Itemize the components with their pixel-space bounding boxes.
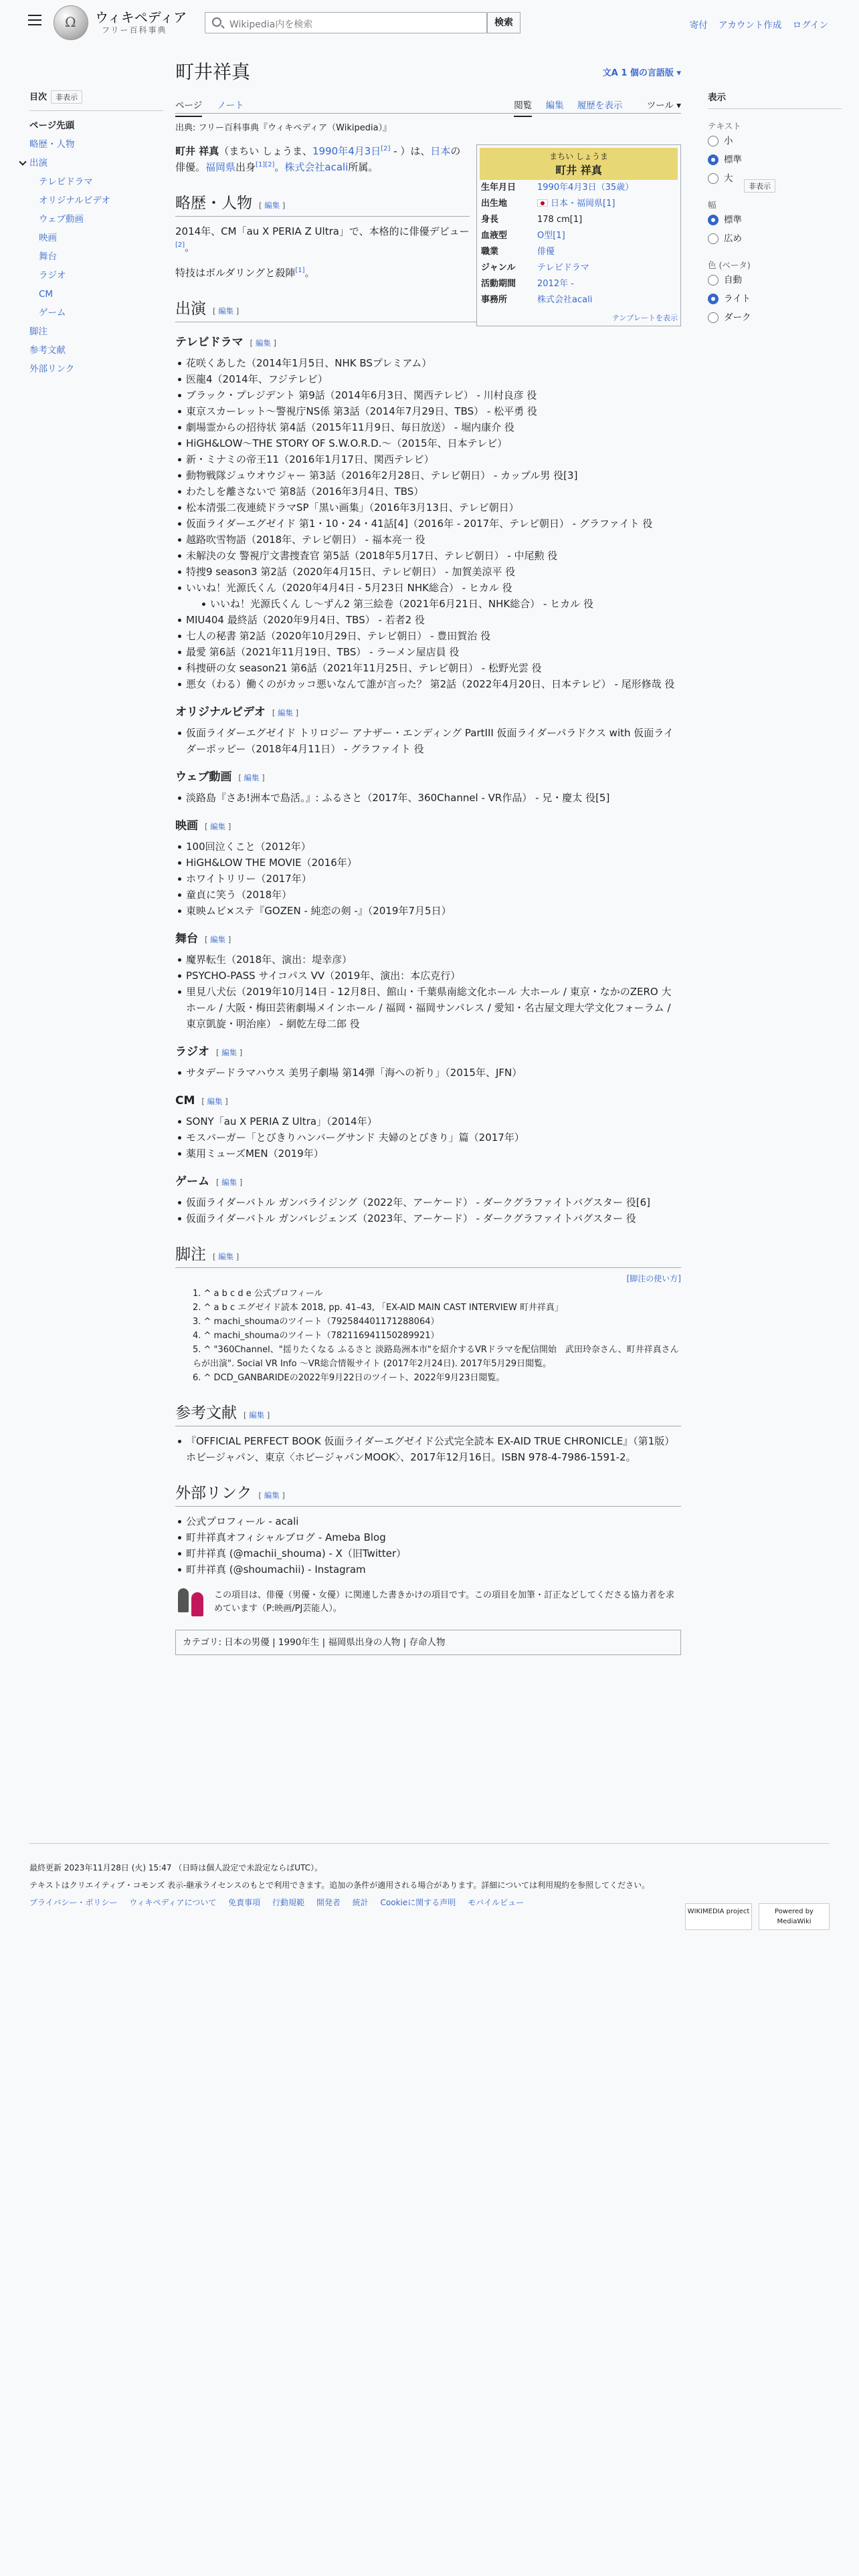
intro-name: 町井 祥真: [175, 145, 219, 157]
appearance-title: 表示: [708, 92, 726, 103]
web-list: [175, 790, 681, 806]
toc-item-notes[interactable]: 脚注: [29, 326, 47, 337]
ref-link[interactable]: [1]: [295, 267, 305, 274]
list-subitem[interactable]: いいね！光源氏くん し〜ずん2 第三絵巻（2021年6月21日、NHK総合） - ヒカル 役: [199, 596, 681, 612]
infobox-value[interactable]: O型[1]: [537, 231, 565, 241]
heading-text: ゲーム: [175, 1175, 209, 1188]
section-heading-refs: [175, 1405, 681, 1426]
infobox-value[interactable]: テレビドラマ: [537, 263, 589, 273]
edit-section-link[interactable]: [ 編集 ]: [250, 338, 276, 348]
list-item[interactable]: 町井祥真 (@shoumachii) - Instagram: [175, 1562, 681, 1578]
edit-label: 編集: [249, 1410, 265, 1420]
list-item[interactable]: 仮面ライダーバトル ガンバレジェンズ（2023年、アーケード） - ダークグラファイトバグスター 役: [175, 1210, 681, 1226]
toc-item-refs[interactable]: 参考文献: [29, 345, 66, 356]
agency-link[interactable]: 株式会社acali: [284, 161, 349, 173]
toc-item-tvdrama[interactable]: テレビドラマ: [39, 177, 93, 187]
infobox-value[interactable]: 俳優: [537, 247, 555, 257]
heading-text: ウェブ動画: [175, 770, 232, 784]
tools-label: ツール: [646, 100, 674, 111]
list-item[interactable]: 新・ミナミの帝王11（2016年1月17日、関西テレビ）: [175, 451, 681, 467]
intro-text: - ）は、: [390, 145, 431, 157]
footnote[interactable]: 4. ^ machi_shoumaのツイート（782116941150289921）: [193, 1331, 440, 1341]
radio-label: 大: [724, 173, 733, 184]
infobox-row: [480, 212, 678, 228]
footer-link[interactable]: モバイルビュー: [468, 1898, 524, 1907]
infobox-row: [480, 260, 678, 276]
toc-item-movie[interactable]: 映画: [39, 233, 57, 243]
radio-checked-icon: [708, 154, 719, 165]
heading-text: 出演: [175, 300, 206, 318]
ref-link[interactable]: [1][2]: [256, 161, 275, 169]
edit-section-link[interactable]: [ 編集 ]: [216, 1178, 243, 1187]
subsection-heading-tvdrama: [175, 334, 681, 351]
personal-tools: [682, 17, 828, 31]
radio-checked-icon: [708, 294, 719, 304]
list-item[interactable]: わたしを離さないで 第8話（2016年3月4日、TBS）: [175, 484, 681, 500]
list-item[interactable]: 町井祥真オフィシャルブログ - Ameba Blog: [175, 1529, 681, 1545]
edit-label: 編集: [210, 935, 226, 944]
footer-link[interactable]: Cookieに関する声明: [380, 1898, 456, 1907]
tab-history[interactable]: 履歴を表示: [577, 100, 623, 111]
infobox-value[interactable]: 1990年4月3日（35歳）: [537, 183, 634, 193]
list-item[interactable]: 里見八犬伝（2019年10月14日 - 12月8日、館山・千葉県南総文化ホール 大ホール / 東京・なかのZERO 大ホール / 大阪・梅田芸術劇場メインホール / 福岡・福岡サンパレス / 愛知・名古屋文理大学文化フォーラム / 東京凱旋・明治座） - 網乾左母二郎 役: [175, 984, 681, 1032]
heading-text: テレビドラマ: [175, 336, 244, 349]
license-text: テキストはクリエイティブ・コモンズ 表示-継承ライセンスのもとで利用できます。追加の条件が適用される場合があります。詳細については利用規約を参照してください。: [29, 1881, 650, 1890]
edit-section-link[interactable]: [ 編集 ]: [205, 822, 231, 831]
footnote[interactable]: 2. ^ a b c エグゼイド読本 2018, pp. 41–43, 「EX-AID MAIN CAST INTERVIEW 町井祥真」: [193, 1303, 563, 1313]
radio-circle-icon: [708, 136, 719, 146]
radio-text-standard[interactable]: [708, 150, 842, 169]
infobox-header: [480, 148, 678, 180]
infobox: [476, 144, 681, 326]
intro-text: 所属。: [348, 161, 379, 173]
radio-color-dark[interactable]: [708, 308, 842, 327]
list-item[interactable]: PSYCHO-PASS サイコパス VV（2019年、演出：本広克行）: [175, 968, 681, 984]
heading-text: 参考文献: [175, 1404, 237, 1422]
actor-stub-icon: [175, 1586, 209, 1619]
toc-item-top[interactable]: ページ先頭: [29, 120, 75, 131]
search-input[interactable]: [205, 12, 487, 33]
infobox-row: [480, 292, 678, 308]
radio-width-standard[interactable]: [708, 211, 842, 229]
list-item[interactable]: [175, 580, 681, 612]
footer-link[interactable]: プライバシー・ポリシー: [29, 1898, 118, 1907]
radio-label: ダーク: [724, 312, 751, 323]
page-title: 町井祥真: [175, 61, 251, 83]
list-item[interactable]: HiGH&LOW THE MOVIE（2016年）: [175, 855, 681, 871]
list-item[interactable]: サタデードラマハウス 美男子劇場 第14弾「海への祈り」（2015年、JFN）: [175, 1065, 681, 1081]
language-button[interactable]: 文A 1 個の言語版 ▾: [602, 68, 681, 78]
tab-talk[interactable]: ノート: [217, 100, 244, 111]
donate-link[interactable]: 寄付: [689, 20, 708, 31]
template-link[interactable]: テンプレートを表示: [611, 314, 678, 322]
list-item[interactable]: ブラック・プレジデント 第9話（2014年6月3日、関西テレビ） - 川村良彦 役: [175, 387, 681, 403]
footer-link[interactable]: 開発者: [316, 1898, 341, 1907]
fukuoka-link[interactable]: 福岡県: [205, 161, 236, 173]
stub-notice: [175, 1586, 681, 1619]
section-heading-notes: [175, 1247, 681, 1268]
stage-list: [175, 952, 681, 1032]
radio-label: 自動: [724, 275, 742, 286]
toc-item-ext[interactable]: 外部リンク: [29, 364, 75, 374]
ref-link[interactable]: [2]: [381, 145, 391, 152]
edit-section-link[interactable]: [ 編集 ]: [272, 708, 299, 718]
list-item[interactable]: 町井祥真 (@machii_shouma) - X（旧Twitter）: [175, 1545, 681, 1562]
intro-reading: （まちい しょうま、: [219, 145, 313, 157]
list-item[interactable]: 仮面ライダーエグゼイド トリロジー アナザー・エンディング PartIII 仮面ライダーパラドクス with 仮面ライダーポッピー（2018年4月11日） - グラファイト 役: [175, 725, 681, 757]
article-body: [175, 143, 681, 1655]
toc-item-appearances[interactable]: [29, 154, 163, 173]
footer-link[interactable]: 統計: [352, 1898, 369, 1907]
list-item[interactable]: 魔界転生（2018年、演出：堤幸彦）: [175, 952, 681, 968]
source-line: 出典: フリー百科事典『ウィキペディア（Wikipedia）』: [175, 123, 392, 133]
list-item[interactable]: 劇場霊からの招待状 第4話（2015年11月9日、毎日放送） - 堀内康介 役: [175, 419, 681, 435]
subsection-heading-radio: [175, 1044, 681, 1061]
list-item[interactable]: ホワイトリリー（2017年）: [175, 871, 681, 887]
edit-label: 編集: [218, 306, 234, 316]
edit-label: 編集: [244, 773, 260, 782]
tab-tools[interactable]: ツール ▾: [646, 100, 681, 111]
edit-label: 編集: [210, 822, 226, 831]
radio-checked-icon: [708, 215, 719, 225]
infobox-value: 178 cm[1]: [537, 215, 583, 225]
bio-text: 。: [304, 267, 315, 279]
infobox-key: 事務所: [481, 295, 508, 305]
main-menu-icon[interactable]: [28, 15, 41, 25]
heading-text: 外部リンク: [175, 1485, 252, 1502]
search-button[interactable]: 検索: [487, 12, 520, 33]
list-item[interactable]: SONY「au X PERIA Z Ultra」（2014年）: [175, 1113, 681, 1130]
list-item[interactable]: モスバーガー「とびきりハンバーグサンド 夫婦のとびきり」篇（2017年）: [175, 1130, 681, 1146]
ref-link[interactable]: [2]: [175, 241, 185, 249]
list-item[interactable]: 仮面ライダーエグゼイド 第1・10・24・41話[4]（2016年 - 2017年、テレビ朝日） - グラファイト 役: [175, 516, 681, 532]
toc-hide-button[interactable]: 非表示: [51, 90, 82, 104]
edit-label: 編集: [264, 201, 280, 210]
list-item[interactable]: 医龍4（2014年、フジテレビ）: [175, 371, 681, 387]
list-item[interactable]: 悪女（わる）働くのがカッコ悪いなんて誰が言った？ 第2話（2022年4月20日、日本テレビ） - 尾形修哉 役: [175, 676, 681, 692]
footnote[interactable]: 6. ^ DCD_GANBARIDEの2022年9月22日のツイート、2022年9月23日閲覧。: [193, 1373, 505, 1383]
footer-link[interactable]: ウィキペディアについて: [129, 1898, 217, 1907]
infobox-row: [480, 180, 678, 196]
edit-label: 編集: [255, 338, 271, 348]
radio-label: 標準: [724, 215, 742, 225]
list-item[interactable]: 松本清張二夜連続ドラマSP「黒い画集」（2016年3月13日、テレビ朝日）: [175, 500, 681, 516]
heading-text: ラジオ: [175, 1045, 209, 1059]
notes-help-link[interactable]: [脚注の使い方]: [626, 1274, 681, 1283]
list-item[interactable]: 仮面ライダーバトル ガンバライジング（2022年、アーケード） - ダークグラファイトバグスター 役[6]: [175, 1194, 681, 1210]
tab-read[interactable]: 閲覧: [514, 100, 532, 117]
table-of-contents: [29, 90, 163, 379]
edit-label: 編集: [207, 1097, 223, 1106]
edit-label: 編集: [218, 1252, 234, 1261]
infobox-key: 出生地: [481, 199, 508, 209]
category-box[interactable]: カテゴリ: 日本の男優 | 1990年生 | 福岡県出身の人物 | 存命人物: [175, 1630, 681, 1655]
infobox-key: ジャンル: [481, 263, 516, 273]
edit-label: 編集: [264, 1491, 280, 1500]
edit-section-link[interactable]: [ 編集 ]: [259, 201, 286, 210]
list-item-text: いいね！光源氏くん（2020年4月4日 - 5月23日 NHK総合） - ヒカル 役: [186, 582, 512, 594]
subsection-heading-web: [175, 769, 681, 786]
infobox-key: 身長: [481, 215, 499, 225]
radio-width-wide[interactable]: [708, 229, 842, 248]
infobox-value[interactable]: 株式会社acali: [537, 295, 593, 305]
infobox-value[interactable]: 日本・福岡県[1]: [551, 199, 615, 209]
search-icon: [212, 17, 221, 27]
list-item[interactable]: 特捜9 season3 第2話（2020年4月15日、テレビ朝日） - 加賀美涼平 役: [175, 564, 681, 580]
edit-label: 編集: [221, 1048, 237, 1057]
tab-edit[interactable]: 編集: [545, 100, 564, 111]
footnote[interactable]: 5. ^ "360Channel、"揺りたくなる ふるさと 淡路島洲本市"を紹介するVRドラマを配信開始 武田玲奈さん、町井祥真さんらが出演". Social VR Info ～VR総合情報サイト (2017年2月24日). 2017年5月29日閲覧。: [193, 1345, 679, 1369]
radio-circle-icon: [708, 312, 719, 323]
section-heading-bio: [175, 195, 470, 217]
intro-text: の俳優。: [175, 145, 461, 173]
list-item[interactable]: 最愛 第6話（2021年11月19日、TBS） - ラーメン屋店員 役: [175, 644, 681, 660]
refs-list: [175, 1433, 681, 1465]
edit-section-link[interactable]: [ 編集 ]: [244, 1410, 270, 1420]
cm-list: [175, 1113, 681, 1162]
movie-list: [175, 839, 681, 919]
infobox-row: [480, 196, 678, 212]
radio-circle-icon: [708, 173, 719, 184]
list-item[interactable]: 花咲くあした（2014年1月5日、NHK BSプレミアム）: [175, 355, 681, 371]
subsection-heading-cm: [175, 1093, 681, 1109]
toc-item-label: 出演: [29, 158, 47, 169]
appearance-panel: [708, 90, 842, 327]
radio-label: ライト: [724, 294, 751, 304]
width-label: 幅: [708, 200, 717, 210]
list-item[interactable]: 越路吹雪物語（2018年、テレビ朝日） - 福本亮一 役: [175, 532, 681, 548]
site-footer: [29, 1843, 830, 1925]
create-account-link[interactable]: アカウント作成: [719, 20, 782, 31]
heading-text: 舞台: [175, 932, 198, 946]
section-heading-ext: [175, 1485, 681, 1507]
wikimedia-badge[interactable]: WIKIMEDIA project: [685, 1903, 752, 1930]
infobox-name: 町井 祥真: [555, 164, 602, 177]
list-item[interactable]: 東映ムビ×ステ『GOZEN - 純恋の剣 -』（2019年7月5日）: [175, 903, 681, 919]
toc-item-radio[interactable]: ラジオ: [39, 270, 66, 281]
radio-list: [175, 1065, 681, 1081]
infobox-row: [480, 228, 678, 244]
tvdrama-list: [175, 355, 681, 692]
list-item[interactable]: 科捜研の女 season21 第6話（2021年11月25日、テレビ朝日） - 松野光雲 役: [175, 660, 681, 676]
infobox-key: 生年月日: [481, 183, 516, 193]
heading-text: CM: [175, 1094, 195, 1107]
radio-circle-icon: [708, 233, 719, 244]
radio-label: 標準: [724, 154, 742, 165]
tab-page[interactable]: ページ: [175, 100, 202, 117]
japan-link[interactable]: 日本: [430, 145, 451, 157]
appearance-hide-button[interactable]: 非表示: [744, 179, 775, 193]
birthdate-link[interactable]: 1990年4月3日: [312, 145, 381, 157]
list-item[interactable]: 童貞に笑う（2018年）: [175, 887, 681, 903]
bio-text: 特技はボルダリングと殺陣: [175, 267, 296, 279]
edit-section-link[interactable]: [ 編集 ]: [205, 935, 231, 944]
infobox-value[interactable]: 2012年 -: [537, 279, 574, 289]
infobox-reading: まちい しょうま: [549, 152, 608, 161]
radio-text-small[interactable]: [708, 132, 842, 150]
radio-circle-icon: [708, 275, 719, 286]
radio-color-auto[interactable]: [708, 271, 842, 290]
edit-section-link[interactable]: [ 編集 ]: [201, 1097, 228, 1106]
subsection-heading-movie: [175, 818, 681, 835]
heading-text: 映画: [175, 819, 198, 833]
toc-item-web[interactable]: ウェブ動画: [39, 214, 84, 225]
japan-flag-icon: [537, 199, 548, 207]
bio-paragraph-1: [175, 223, 470, 255]
infobox-row: [480, 276, 678, 292]
edit-section-link[interactable]: [ 編集 ]: [213, 306, 240, 316]
radio-text-large[interactable]: [708, 169, 842, 188]
color-label: 色 (ベータ): [708, 260, 751, 270]
list-item[interactable]: 七人の秘書 第2話（2020年10月29日、テレビ朝日） - 豊田賀治 役: [175, 628, 681, 644]
notes-list: [175, 1287, 681, 1385]
stub-text[interactable]: この項目は、俳優（男優・女優）に関連した書きかけの項目です。この項目を加筆・訂正などしてくださる協力者を求めています（P:映画/PJ芸能人）。: [214, 1590, 674, 1614]
infobox-row: [480, 244, 678, 260]
mediawiki-badge[interactable]: Powered by MediaWiki: [759, 1903, 830, 1930]
radio-label: 小: [724, 136, 733, 146]
footnote[interactable]: 1. ^ a b c d e 公式プロフィール: [193, 1289, 323, 1299]
toc-title: 目次: [29, 92, 47, 102]
list-item[interactable]: 『OFFICIAL PERFECT BOOK 仮面ライダーエグゼイド公式完全読本 EX-AID TRUE CHRONICLE』（第1版）ホビージャパン、東京〈ホビージャパンMOOK〉、2017年12月16日。ISBN 978-4-7986-1591-2。: [175, 1433, 681, 1465]
ov-list: [175, 725, 681, 757]
game-list: [175, 1194, 681, 1226]
intro-text: 出身: [235, 161, 256, 173]
list-item[interactable]: 薬用ミューズMEN（2019年）: [175, 1146, 681, 1162]
edit-section-link[interactable]: [ 編集 ]: [216, 1048, 243, 1057]
ext-list: [175, 1513, 681, 1578]
list-item[interactable]: 淡路島『さあ!洲本で島活。』: ふるさと（2017年、360Channel - VR作品） - 兄・慶太 役[5]: [175, 790, 681, 806]
heading-text: 略歴・人物: [175, 195, 252, 212]
radio-label: 広め: [724, 233, 742, 244]
heading-text: 脚注: [175, 1246, 206, 1263]
toc-item-stage[interactable]: 舞台: [39, 251, 57, 262]
subsection-heading-ov: [175, 704, 681, 721]
intro-text: 。: [274, 161, 285, 173]
footer-link[interactable]: 行動規範: [272, 1898, 305, 1907]
logo-subtitle: フリー百科事典: [102, 25, 167, 35]
toc-item-cm[interactable]: CM: [39, 289, 54, 300]
intro-paragraph: [175, 143, 470, 175]
edit-section-link[interactable]: [ 編集 ]: [238, 773, 265, 782]
list-item[interactable]: HiGH&LOW〜THE STORY OF S.W.O.R.D.〜（2015年、日本テレビ）: [175, 435, 681, 451]
last-modified: 最終更新 2023年11月28日 (火) 15:47 （日時は個人設定で未設定ならばUTC）。: [29, 1863, 323, 1872]
list-item[interactable]: 未解決の女 警視庁文書捜査官 第5話（2018年5月17日、テレビ朝日） - 中尾勲 役: [175, 548, 681, 564]
toc-item-ov[interactable]: オリジナルビデオ: [39, 195, 111, 206]
infobox-key: 職業: [481, 247, 499, 257]
edit-label: 編集: [221, 1178, 237, 1187]
list-item[interactable]: 動物戦隊ジュウオウジャー 第3話（2016年2月28日、テレビ朝日） - カップル男 役[3]: [175, 467, 681, 484]
chevron-down-icon[interactable]: [19, 158, 26, 165]
list-item[interactable]: 100回泣くこと（2012年）: [175, 839, 681, 855]
page-tabs: [175, 92, 681, 114]
toc-item-bio[interactable]: 略歴・人物: [29, 139, 75, 150]
text-size-label: テキスト: [708, 121, 741, 131]
list-item[interactable]: 東京スカーレット〜警視庁NS係 第3話（2014年7月29日、TBS） - 松平勇 役: [175, 403, 681, 419]
search-placeholder: Wikipedia内を検索: [229, 19, 313, 30]
login-link[interactable]: ログイン: [792, 20, 828, 31]
edit-section-link[interactable]: [ 編集 ]: [258, 1491, 285, 1500]
toc-item-game[interactable]: ゲーム: [39, 308, 66, 318]
footer-link[interactable]: 免責事項: [228, 1898, 261, 1907]
footnote[interactable]: 3. ^ machi_shoumaのツイート（792584401171288064）: [193, 1317, 440, 1327]
site-header: [0, 0, 859, 45]
list-item[interactable]: MIU404 最終話（2020年9月4日、TBS） - 若者2 役: [175, 612, 681, 628]
infobox-key: 血液型: [481, 231, 508, 241]
heading-text: オリジナルビデオ: [175, 706, 266, 719]
bio-text: 。: [185, 241, 195, 253]
subsection-heading-game: [175, 1174, 681, 1190]
bio-text: 2014年、CM「au X PERIA Z Ultra」で、本格的に俳優デビュー: [175, 225, 470, 237]
subsection-heading-stage: [175, 931, 681, 948]
wikipedia-logo-icon[interactable]: [54, 5, 88, 40]
list-item[interactable]: 公式プロフィール - acali: [175, 1513, 681, 1529]
translate-icon: 文A: [602, 68, 622, 78]
edit-label: 編集: [277, 708, 293, 718]
radio-color-light[interactable]: [708, 290, 842, 308]
edit-section-link[interactable]: [ 編集 ]: [213, 1252, 240, 1261]
infobox-key: 活動期間: [481, 279, 516, 289]
language-count: 1 個の言語版: [621, 68, 674, 78]
logo-title[interactable]: ウィキペディア: [95, 9, 187, 25]
